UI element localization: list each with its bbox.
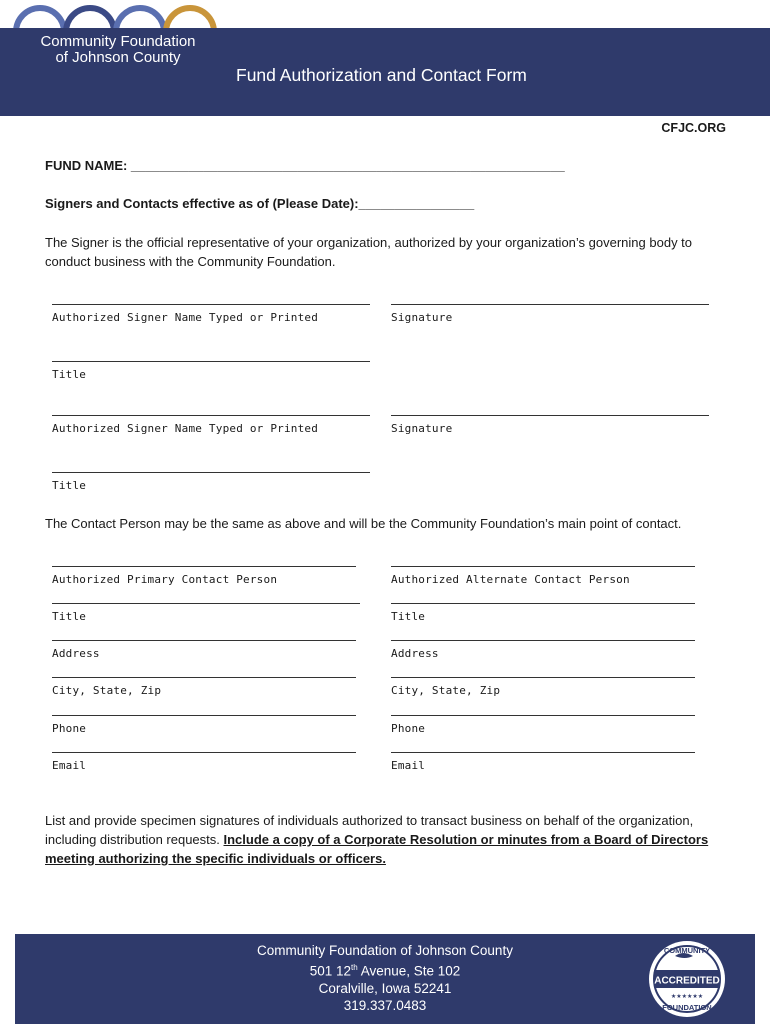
org-name-line2: of Johnson County [55, 49, 181, 66]
specimen-instructions [45, 811, 715, 868]
badge-middle-text: ACCREDITED [654, 975, 720, 987]
primary-address-label: Address [52, 647, 100, 660]
title-label: Title [52, 368, 87, 381]
signature-label: Signature [391, 311, 453, 324]
org-name-line1: Community Foundation [40, 33, 196, 50]
primary-contact-label: Authorized Primary Contact Person [52, 573, 278, 586]
signer-name-label: Authorized Signer Name Typed or Printed [52, 422, 319, 435]
signer1-title-field[interactable] [52, 361, 370, 381]
signer1-name-field[interactable] [52, 304, 370, 324]
alternate-contact-field[interactable] [391, 566, 695, 586]
fund-name-field[interactable]: FUND NAME: ____________________________________________________________ [45, 158, 565, 173]
footer-banner [15, 934, 755, 1024]
alternate-contact-label: Authorized Alternate Contact Person [391, 573, 630, 586]
primary-contact-field[interactable] [52, 566, 356, 586]
primary-title-label: Title [52, 610, 87, 623]
primary-city-field[interactable] [52, 677, 356, 697]
primary-city-label: City, State, Zip [52, 684, 162, 697]
signer2-name-field[interactable] [52, 415, 370, 435]
footer-street-name: Avenue, Ste 102 [357, 963, 461, 979]
primary-title-field[interactable] [52, 603, 360, 623]
signer-description: The Signer is the official representative of your organization, authorized by your organization’s governing body to conduct business with the Community Foundation. [45, 235, 693, 269]
alternate-phone-field[interactable] [391, 715, 695, 735]
site-url: CFJC.ORG [661, 121, 726, 135]
title-label: Title [52, 479, 87, 492]
footer-street-ordinal: th [351, 963, 358, 972]
footer-street [15, 959, 755, 980]
footer-phone: 319.337.0483 [343, 997, 427, 1013]
alternate-email-field[interactable] [391, 752, 695, 772]
alternate-address-label: Address [391, 647, 439, 660]
alternate-address-field[interactable] [391, 640, 695, 660]
alternate-title-field[interactable] [391, 603, 695, 623]
alternate-city-field[interactable] [391, 677, 695, 697]
footer-org-name: Community Foundation of Johnson County [257, 943, 513, 958]
signature-label: Signature [391, 422, 453, 435]
badge-bottom-text: FOUNDATION [662, 1003, 712, 1012]
primary-email-field[interactable] [52, 752, 356, 772]
signer2-title-field[interactable] [52, 472, 370, 492]
accredited-badge-icon [645, 936, 729, 1022]
form-title: Fund Authorization and Contact Form [236, 65, 527, 85]
org-logo-text [39, 34, 197, 66]
alternate-phone-label: Phone [391, 722, 426, 735]
alternate-title-label: Title [391, 610, 426, 623]
signer1-signature-field[interactable] [391, 304, 709, 324]
contact-description: The Contact Person may be the same as above and will be the Community Foundation’s main point of contact. [45, 516, 682, 531]
footer-city: Coralville, Iowa 52241 [318, 980, 452, 996]
primary-phone-field[interactable] [52, 715, 356, 735]
resolution-requirement: Include a copy of a Corporate Resolution or minutes from a Board of Directors meeting authorizing the specific individuals or officers. [45, 832, 709, 866]
badge-top-text: COMMUNITY [663, 946, 711, 955]
alternate-city-label: City, State, Zip [391, 684, 501, 697]
primary-phone-label: Phone [52, 722, 87, 735]
primary-address-field[interactable] [52, 640, 356, 660]
alternate-email-label: Email [391, 759, 426, 772]
primary-email-label: Email [52, 759, 87, 772]
effective-date-field[interactable]: Signers and Contacts effective as of (Please Date):________________ [45, 196, 475, 211]
badge-stars-icon: ★★★★★★ [670, 994, 704, 1000]
footer-address [15, 942, 755, 1014]
footer-street-number: 501 12 [309, 963, 352, 979]
signer2-signature-field[interactable] [391, 415, 709, 435]
specimen-text: List and provide specimen signatures of individuals authorized to transact business on behalf of the organization, including distribution requests. [45, 813, 694, 847]
signer-name-label: Authorized Signer Name Typed or Printed [52, 311, 319, 324]
